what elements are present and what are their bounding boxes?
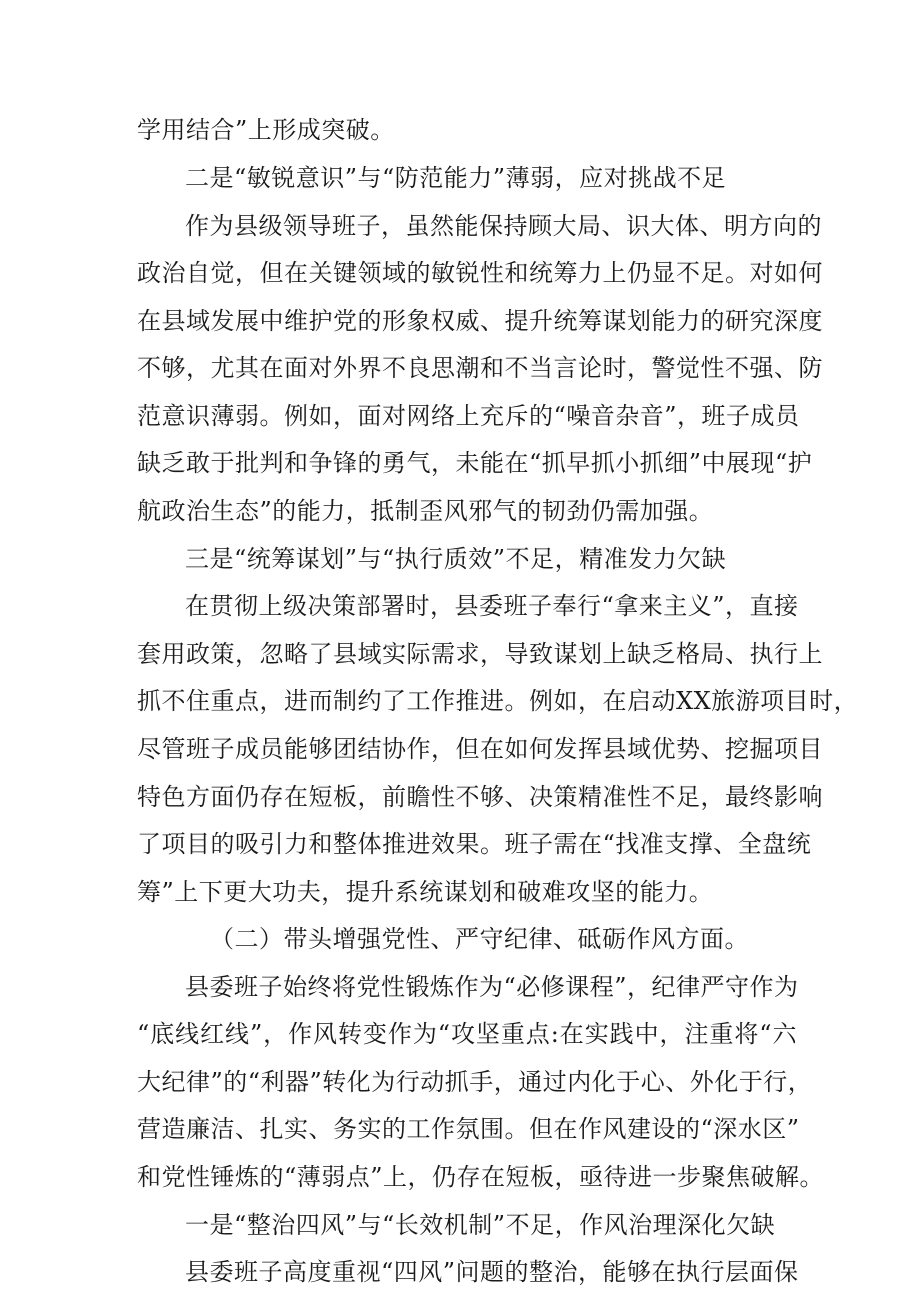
text-line: 营造廉洁、扎实、务实的工作氛围。但在作风建设的“深水区”: [137, 1115, 800, 1143]
text-line: 特色方面仍存在短板，前瞻性不够、决策精准性不足，最终影响: [137, 783, 823, 811]
text-line: 航政治生态”的能力，抵制歪风邪气的韧劲仍需加强。: [137, 497, 714, 525]
section-heading: 一是“整治四风”与“长效机制”不足，作风治理深化欠缺: [185, 1211, 776, 1239]
section-heading: 三是“统筹谋划”与“执行质效”不足，精准发力欠缺: [185, 545, 727, 573]
text-line: 在县域发展中维护党的形象权威、提升统筹谋划能力的研究深度: [137, 307, 823, 335]
text-line: 在贯彻上级决策部署时，县委班子奉行“拿来主义”，直接: [185, 592, 799, 620]
text-line: 尽管班子成员能够团结协作，但在如何发挥县域优势、挖掘项目: [137, 735, 823, 763]
text-line: 大纪律”的“利器”转化为行动抓手，通过内化于心、外化于行，: [137, 1068, 813, 1096]
text-line: 作为县级领导班子，虽然能保持顾大局、识大体、明方向的: [185, 212, 822, 240]
subsection-heading: （二）带头增强党性、严守纪律、砥砺作风方面。: [210, 925, 749, 953]
text-line: 套用政策，忽略了县域实际需求，导致谋划上缺乏格局、执行上: [137, 640, 823, 668]
text-line: 抓不住重点，进而制约了工作推进。例如，在启动XX旅游项目时，: [137, 687, 859, 715]
text-line: 学用结合”上形成突破。: [137, 116, 395, 144]
text-line: “底线红线”，作风转变作为“攻坚重点:在实践中，注重将“六: [137, 1020, 797, 1048]
text-line: 范意识薄弱。例如，面对网络上充斥的“噪音杂音”，班子成员: [137, 402, 800, 430]
text-line: 缺乏敢于批判和争锋的勇气，未能在“抓早抓小抓细”中展现“护: [137, 449, 813, 477]
section-heading: 二是“敏锐意识”与“防范能力”薄弱，应对挑战不足: [185, 164, 727, 192]
text-line: 政治自觉，但在关键领域的敏锐性和统筹力上仍显不足。对如何: [137, 259, 823, 287]
text-line: 不够，尤其在面对外界不良思潮和不当言论时，警觉性不强、防: [137, 354, 823, 382]
text-line: 筹”上下更大功夫，提升系统谋划和破难攻坚的能力。: [137, 878, 714, 906]
text-line: 县委班子高度重视“四风”问题的整治，能够在执行层面保: [185, 1258, 799, 1286]
text-line: 和党性锤炼的“薄弱点”上，仍存在短板，亟待进一步聚焦破解。: [137, 1163, 825, 1191]
text-line: 县委班子始终将党性锻炼作为“必修课程”，纪律严守作为: [185, 973, 799, 1001]
text-line: 了项目的吸引力和整体推进效果。班子需在“找准支撑、全盘统: [137, 830, 812, 858]
